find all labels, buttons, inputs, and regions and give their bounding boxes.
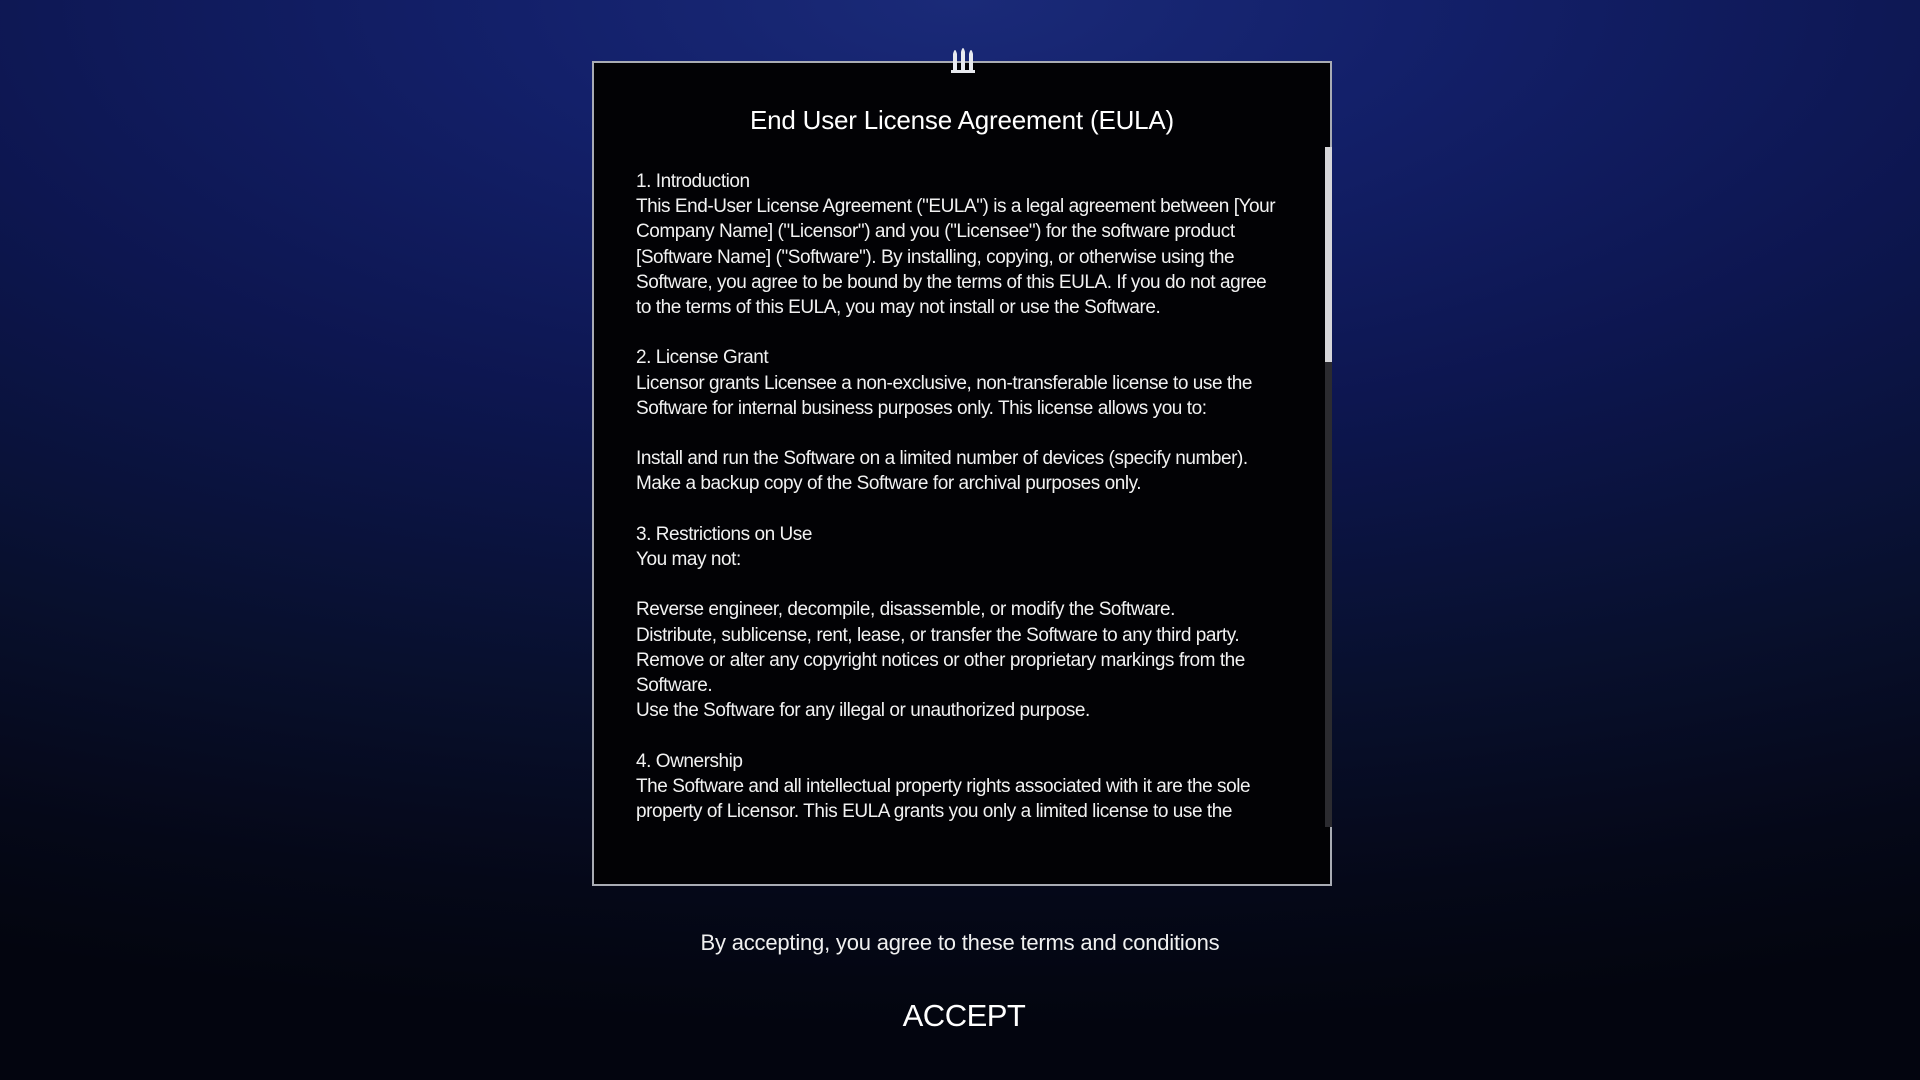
eula-text-scroll-area[interactable]: [636, 169, 1286, 849]
section-heading: 3. Restrictions on Use: [636, 523, 812, 545]
list-item: Install and run the Software on a limited number of devices (specify number).: [636, 448, 1248, 470]
eula-section-introduction: [636, 169, 1286, 320]
eula-section-restrictions: [636, 522, 1286, 724]
section-paragraph: The Software and all intellectual property rights associated with it are the sole property of Licensor. This EULA grants you only a limited license to use the: [636, 775, 1251, 822]
terms-notice: By accepting, you agree to these terms and conditions: [700, 930, 1220, 955]
eula-section-license-grant: [636, 345, 1286, 496]
bullets-icon: [940, 42, 986, 76]
section-paragraph: You may not:: [636, 549, 741, 570]
dialog-title: End User License Agreement (EULA): [749, 105, 1175, 135]
section-heading: 4. Ownership: [636, 750, 743, 772]
list-item: Remove or alter any copyright notices or other proprietary markings from the Software.: [636, 649, 1245, 696]
scrollbar[interactable]: [1325, 147, 1332, 827]
eula-dialog: [592, 61, 1332, 886]
section-heading: 2. License Grant: [636, 347, 769, 369]
section-heading: 1. Introduction: [636, 171, 750, 192]
eula-section-ownership: [636, 749, 1286, 825]
section-paragraph: Licensor grants Licensee a non-exclusive, non-transferable license to use the Software for internal business purposes only. This license allows you to:: [636, 372, 1252, 419]
accept-button[interactable]: ACCEPT: [880, 990, 1048, 1042]
list-item: Distribute, sublicense, rent, lease, or transfer the Software to any third party.: [636, 624, 1240, 646]
list-item: Make a backup copy of the Software for archival purposes only.: [636, 473, 1142, 495]
list-item: Reverse engineer, decompile, disassemble, or modify the Software.: [636, 599, 1175, 621]
list-item: Use the Software for any illegal or unauthorized purpose.: [636, 700, 1090, 722]
scrollbar-thumb[interactable]: [1325, 147, 1332, 362]
section-paragraph: This End-User License Agreement ("EULA") is a legal agreement between [Your Company Name] ("Licensor") and you ("Licensee") for the software product [Software Name] ("Software"). By installing, copying, or otherwise using the Software, you agree to be bound by the terms of this EULA. If you do not agree to the terms of this EULA, you may not install or use the Software.: [636, 196, 1276, 319]
